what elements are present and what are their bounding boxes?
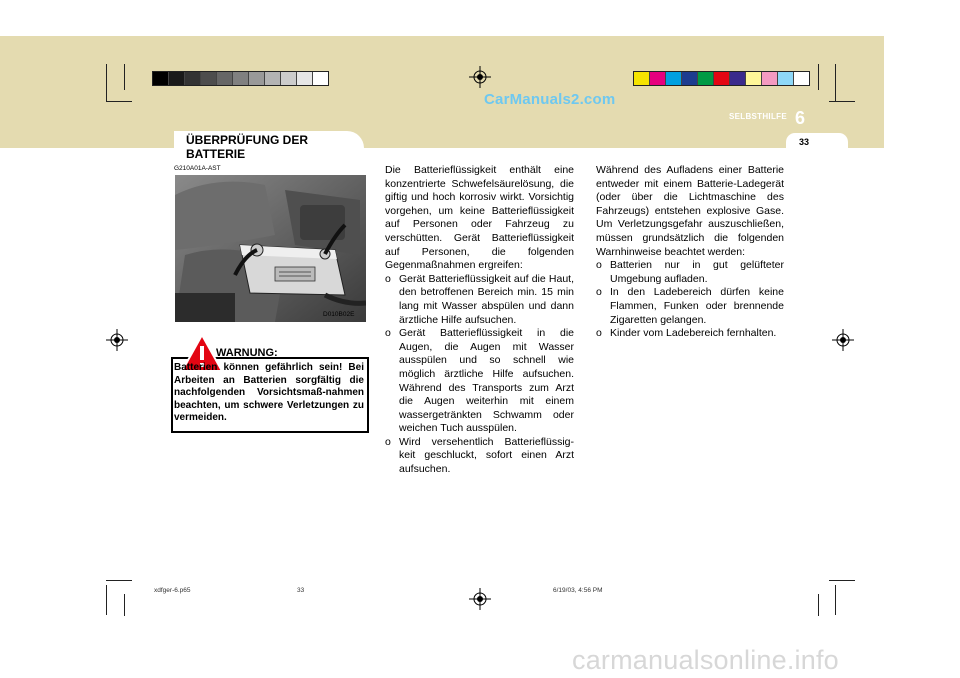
- bullet-marker: o: [385, 435, 391, 448]
- paragraph-intro: Während des Aufladens einer Batterie entweder mit einem Batterie-Ladegerät (oder über die Lichtmaschine des Fahrzeugs) entstehen explosive Gase. Um Verletzungsgefahr auszuschließen, müssen grundsätzlich die folgenden Warnhinweise beachtet werden:: [596, 164, 784, 258]
- list-item: o Batterien nur in gut gelüfteter Umgebung aufladen.: [596, 259, 784, 285]
- list-item: o In den Ladebereich dürfen keine Flammen, Funken oder brennende Zigaretten gelangen.: [596, 286, 784, 326]
- color-swatch: [730, 72, 746, 85]
- color-swatch: [714, 72, 730, 85]
- color-swatch: [794, 72, 809, 85]
- footer-timestamp: 6/19/03, 4:56 PM: [553, 587, 603, 594]
- bullet-marker: o: [385, 272, 391, 285]
- section-title: ÜBERPRÜFUNG DER BATTERIE: [186, 133, 309, 161]
- list-item: o Gerät Batterieflüssigkeit in die Augen, die Augen mit Wasser ausspülen und so schnell wie möglich ärztliche Hilfe aufsuchen. Während des Transports zum Arzt die Augen weiterhin mit einem wassergetränkten Schwamm oder weichen Tuch ausspülen.: [385, 327, 574, 435]
- gray-swatch: [201, 72, 217, 85]
- gray-swatch: [249, 72, 265, 85]
- bullet-marker: o: [385, 327, 391, 340]
- chapter-number: 6: [795, 108, 806, 128]
- gray-swatch: [281, 72, 297, 85]
- watermark-link[interactable]: CarManuals2.com: [484, 91, 616, 108]
- color-swatch: [666, 72, 682, 85]
- footer-page: 33: [297, 587, 305, 594]
- color-swatch: [762, 72, 778, 85]
- bullet-list: [596, 259, 784, 341]
- bullet-marker: o: [596, 259, 602, 272]
- color-swatch: [650, 72, 666, 85]
- gray-swatch: [297, 72, 313, 85]
- color-swatch: [778, 72, 794, 85]
- footer-file: xdfger-6.p65: [154, 587, 191, 594]
- registration-mark-icon: [106, 329, 128, 351]
- chapter-label: SELBSTHILFE: [729, 112, 787, 121]
- page-number: 33: [799, 137, 810, 147]
- warning-title: WARNUNG:: [216, 347, 278, 359]
- gray-swatch: [185, 72, 201, 85]
- registration-mark-icon: [469, 588, 491, 610]
- page-number-tab: [786, 133, 848, 150]
- color-swatch: [682, 72, 698, 85]
- column-right: [596, 164, 784, 341]
- image-code: D010B02E: [323, 311, 355, 318]
- list-item: o Wird versehentlich Batterieflüssig-keit geschluckt, sofort einen Arzt aufsuchen.: [385, 435, 574, 476]
- battery-photo: [175, 175, 366, 322]
- header-band: [0, 36, 884, 148]
- gray-calibration-strip: [152, 71, 329, 86]
- color-swatch: [698, 72, 714, 85]
- bullet-marker: o: [596, 327, 602, 340]
- site-watermark[interactable]: carmanualsonline.info: [572, 645, 839, 675]
- registration-mark-icon: [469, 66, 491, 88]
- gray-swatch: [217, 72, 233, 85]
- bullet-list: [385, 273, 574, 477]
- color-swatch: [634, 72, 650, 85]
- gray-swatch: [153, 72, 169, 85]
- gray-swatch: [169, 72, 185, 85]
- list-item: o Gerät Batterieflüssigkeit auf die Haut, den betroffenen Bereich min. 15 min lang mit Wasser abspülen und dann ärztliche Hilfe aufsuchen.: [385, 272, 574, 326]
- column-left: [385, 164, 574, 477]
- color-swatch: [746, 72, 762, 85]
- list-item: o Kinder vom Ladebereich fernhalten.: [596, 327, 777, 340]
- gray-swatch: [313, 72, 328, 85]
- gray-swatch: [233, 72, 249, 85]
- paragraph-intro: Die Batterieflüssigkeit enthält eine konzentrierte Schwefelsäurelösung, die giftig und hoch korrosiv wirkt. Vorsichtig vorgehen, um keine Batterieflüssigkeit auf Personen oder Fahrzeug zu verschütten. Gerät Batterieflüssigkeit auf Personen, die folgenden Gegenmaßnahmen ergreifen:: [385, 164, 574, 272]
- section-code: G210A01A-AST: [174, 165, 221, 172]
- color-calibration-strip: [633, 71, 810, 86]
- engine-bay-illustration: [175, 175, 366, 322]
- warning-text: Batterien können gefährlich sein! Bei Arbeiten an Batterien sorgfältig die nachfolgenden Vorsichtsmaß-nahmen beachten, um schwere Verletzungen zu vermeiden.: [174, 362, 364, 423]
- registration-mark-icon: [832, 329, 854, 351]
- bullet-marker: o: [596, 286, 602, 299]
- gray-swatch: [265, 72, 281, 85]
